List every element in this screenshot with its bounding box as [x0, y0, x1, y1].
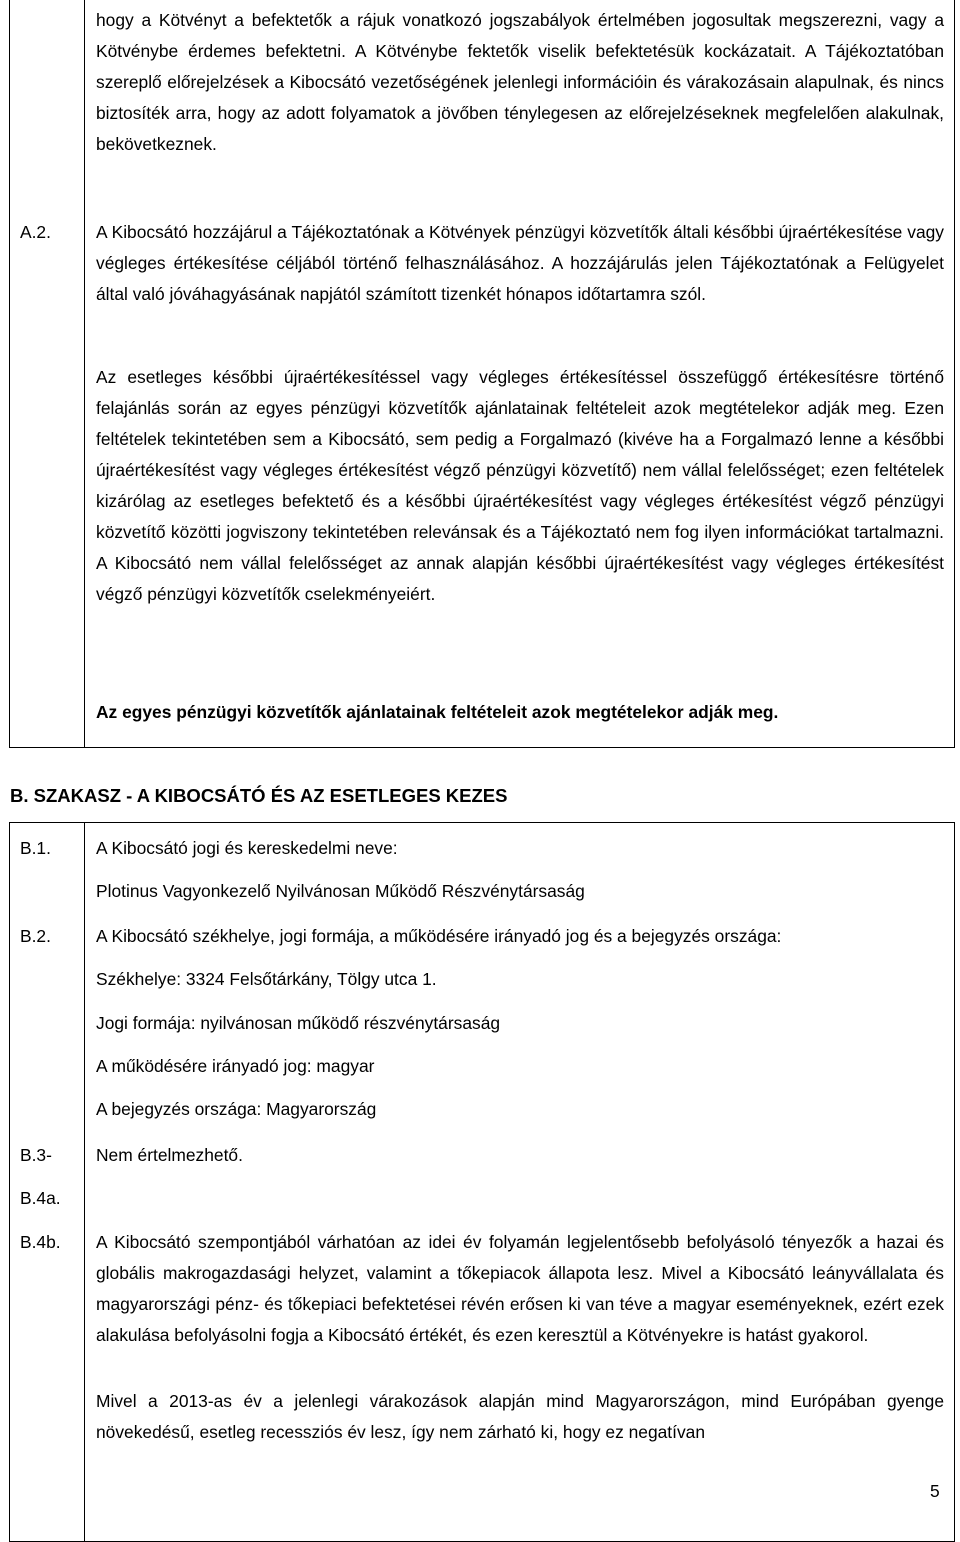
section-b-column-divider: [84, 822, 85, 1542]
section-a-column-divider: [84, 0, 85, 748]
b2-number: B.2.: [20, 926, 51, 946]
b4b-paragraph-2: Mivel a 2013-as év a jelenlegi várakozások alapján mind Magyarországon, mind Európában gyenge növekedésű, esetleg recessziós év lesz, így nem zárható ki, hogy ez negatívan: [96, 1391, 944, 1442]
a1-continuation-paragraph: hogy a Kötvényt a befektetők a rájuk vonatkozó jogszabályok értelmében jogosultak megszerezni, vagy a Kötvénybe érdemes befektetni. A Kötvénybe fektetők viselik befektetésük kockázatait. A Tájékoztatóban szereplő előrejelzések a Kibocsátó vezetőségének jelenlegi információin és várakozásain alapulnak, és nincs biztosíték arra, hogy az adott folyamatok a jövőben ténylegesen az előrejelzéseknek megfelelően alakulnak, bekövetkeznek.: [96, 10, 944, 154]
a2-conditions-paragraph: Az esetleges későbbi újraértékesítéssel vagy végleges értékesítéssel összefüggő értékesítésre történő felajánlás során az egyes pénzügyi közvetítők ajánlatainak feltételeit azok megtételekor adják meg. Ezen feltételek tekintetében sem a Kibocsátó, sem pedig a Forgalmazó (kivéve ha a Forgalmazó lenne a későbbi újraértékesítést vagy végleges értékesítést végző pénzügyi közvetítő) nem vállal felelősséget; ezen feltételek kizárólag az esetleges befektető és a későbbi újraértékesítést vagy végleges értékesítést végző pénzügyi közvetítő közötti jogviszony tekintetében relevánsak és a Tájékoztató nem fog ilyen információkat tartalmazni. A Kibocsátó nem vállal felelősséget az annak alapján későbbi újraértékesítést vagy végleges értékesítést végző pénzügyi közvetítők cselekményeiért.: [96, 367, 944, 604]
page-number: 5: [930, 1481, 940, 1501]
b2-legal-form: Jogi formája: nyilvánosan működő részvénytársaság: [96, 1013, 501, 1033]
b2-governing-law: A működésére irányadó jog: magyar: [96, 1056, 375, 1076]
section-b-heading: B. SZAKASZ - A KIBOCSÁTÓ ÉS AZ ESETLEGES KEZES: [10, 785, 508, 806]
b1-label: A Kibocsátó jogi és kereskedelmi neve:: [96, 838, 398, 858]
b2-seat: Székhelye: 3324 Felsőtárkány, Tölgy utca 1.: [96, 969, 437, 989]
b1-value: Plotinus Vagyonkezelő Nyilvánosan Működő Részvénytársaság: [96, 881, 585, 901]
a2-bold-statement: Az egyes pénzügyi közvetítők ajánlatainak feltételeit azok megtételekor adják meg.: [96, 702, 779, 722]
b3-b4a-text: Nem értelmezhető.: [96, 1145, 243, 1165]
b4b-paragraph-1: A Kibocsátó szempontjából várhatóan az idei év folyamán legjelentősebb befolyásoló tényezők a hazai és globális makrogazdasági helyzet, valamint a tőkepiacok állapota lesz. Mivel a Kibocsátó leányvállalata és magyarországi pénz- és tőkepiaci befektetései révén erősen ki van téve a magyar eseményeknek, ezért ezek alakulása befolyásolni fogja a Kibocsátó értékét, és ezen keresztül a Kötvényekre is hatást gyakorol.: [96, 1232, 944, 1345]
b1-number: B.1.: [20, 838, 51, 858]
a2-consent-paragraph: A Kibocsátó hozzájárul a Tájékoztatónak a Kötvények pénzügyi közvetítők általi későbbi újraértékesítése vagy végleges értékesítése céljából történő felhasználásához. A hozzájárulás jelen Tájékoztatónak a Felügyelet által való jóváhagyásának napjától számított tizenkét hónapos időtartamra szól.: [96, 222, 944, 304]
b2-country: A bejegyzés országa: Magyarország: [96, 1099, 377, 1119]
a2-number: A.2.: [20, 222, 51, 242]
b4a-number: B.4a.: [20, 1188, 61, 1208]
b4b-number: B.4b.: [20, 1232, 61, 1252]
b2-label: A Kibocsátó székhelye, jogi formája, a működésére irányadó jog és a bejegyzés országa:: [96, 926, 782, 946]
b3-number: B.3-: [20, 1145, 52, 1165]
